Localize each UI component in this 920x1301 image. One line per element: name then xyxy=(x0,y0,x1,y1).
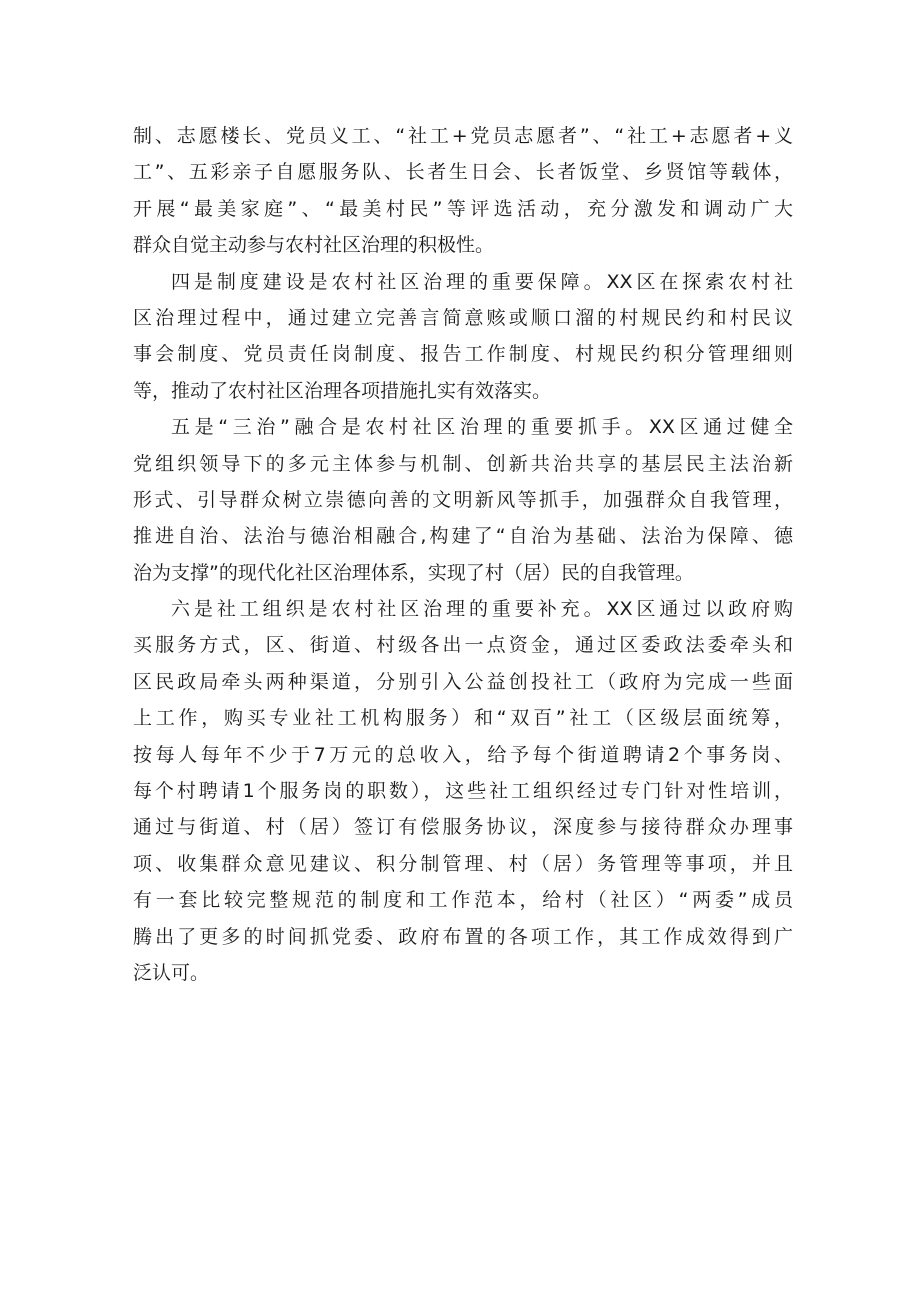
text-line: 群众自觉主动参与农村社区治理的积极性。 xyxy=(133,234,495,257)
text-line: 泛认可。 xyxy=(133,961,210,984)
text-line: 每个村聘请1个服务岗的职数），这些社工组织经过专门针对性培训， xyxy=(133,780,793,803)
text-line: 区治理过程中，通过建立完善言简意赅或顺口溜的村规民约和村民议 xyxy=(133,306,793,329)
paragraph-continuation xyxy=(133,118,793,264)
text-line: 制、志愿楼长、党员义工、“社工+党员志愿者”、“社工+志愿者+义 xyxy=(133,125,793,147)
document-body xyxy=(133,118,793,991)
text-line: 形式、引导群众树立崇德向善的文明新风等抓手，加强群众自我管理， xyxy=(133,488,793,511)
paragraph-three-governance xyxy=(133,409,793,591)
text-line: 五是“三治”融合是农村社区治理的重要抓手。XX区通过健全 xyxy=(171,416,793,439)
text-line: 事会制度、党员责任岗制度、报告工作制度、村规民约积分管理细则 xyxy=(133,343,793,366)
text-line: 腾出了更多的时间抓党委、政府布置的各项工作，其工作成效得到广 xyxy=(133,925,793,948)
text-line: 开展“最美家庭”、“最美村民”等评选活动，充分激发和调动广大 xyxy=(133,197,793,220)
paragraph-social-work xyxy=(133,591,793,991)
text-line: 六是社工组织是农村社区治理的重要补充。XX区通过以政府购 xyxy=(171,598,793,621)
text-line: 区民政局牵头两种渠道，分别引入公益创投社工（政府为完成一些面 xyxy=(133,670,793,693)
text-line: 按每人每年不少于7万元的总收入，给予每个街道聘请2个事务岗、 xyxy=(133,743,793,766)
text-line: 买服务方式，区、街道、村级各出一点资金，通过区委政法委牵头和 xyxy=(133,634,793,657)
text-line: 治为支撑”的现代化社区治理体系，实现了村（居）民的自我管理。 xyxy=(133,561,694,584)
text-line: 有一套比较完整规范的制度和工作范本，给村（社区）“两委”成员 xyxy=(133,889,793,912)
text-line: 项、收集群众意见建议、积分制管理、村（居）务管理等事项，并且 xyxy=(133,852,793,875)
text-line: 上工作，购买专业社工机构服务）和“双百”社工（区级层面统筹， xyxy=(133,707,793,730)
text-line: 推进自治、法治与德治相融合,构建了“自治为基础、法治为保障、德 xyxy=(133,525,793,548)
text-line: 党组织领导下的多元主体参与机制、创新共治共享的基层民主法治新 xyxy=(133,452,793,475)
paragraph-institution-building xyxy=(133,264,793,410)
text-line: 通过与街道、村（居）签订有偿服务协议，深度参与接待群众办理事 xyxy=(133,816,793,839)
text-line: 等，推动了农村社区治理各项措施扎实有效落实。 xyxy=(133,379,552,402)
text-line: 工”、五彩亲子自愿服务队、长者生日会、长者饭堂、乡贤馆等载体， xyxy=(133,161,793,184)
text-line: 四是制度建设是农村社区治理的重要保障。XX区在探索农村社 xyxy=(171,270,793,293)
